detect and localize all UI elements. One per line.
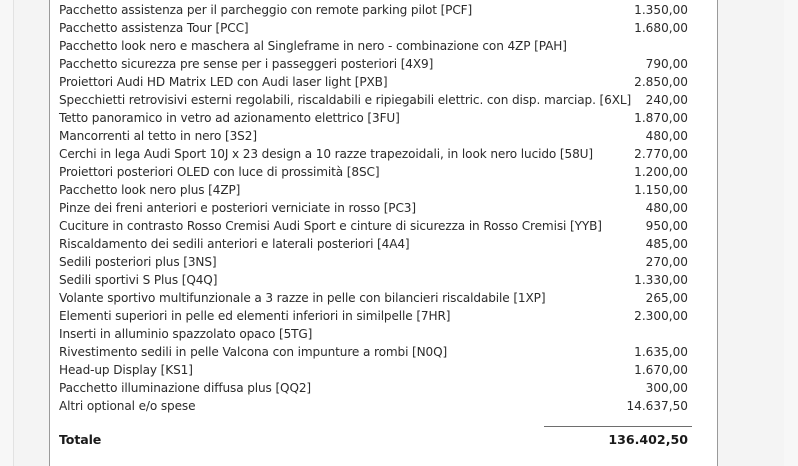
option-price: 480,00 (645, 201, 688, 215)
option-price: 300,00 (645, 381, 688, 395)
table-row (59, 307, 692, 325)
option-price: 1.330,00 (634, 273, 688, 287)
option-description: Tetto panoramico in vetro ad azionamento elettrico [3FU] (59, 111, 400, 125)
option-description: Riscaldamento dei sedili anteriori e laterali posteriori [4A4] (59, 237, 410, 251)
options-table-body (59, 1, 692, 453)
option-description: Sedili sportivi S Plus [Q4Q] (59, 273, 218, 287)
option-description: Pacchetto illuminazione diffusa plus [QQ2] (59, 381, 312, 395)
option-description: Cuciture in contrasto Rosso Cremisi Audi Sport e cinture di sicurezza in Rosso Cremisi [YYB] (59, 219, 602, 233)
table-row (59, 181, 692, 199)
option-description: Volante sportivo multifunzionale a 3 razze in pelle con bilancieri riscaldabile [1XP] (59, 291, 546, 305)
total-row (59, 427, 692, 453)
option-description: Altri optional e/o spese (59, 399, 196, 413)
option-price: 1.635,00 (634, 345, 688, 359)
option-description: Head-up Display [KS1] (59, 363, 193, 377)
page-content-area (50, 0, 717, 466)
option-description: Proiettori Audi HD Matrix LED con Audi laser light [PXB] (59, 75, 388, 89)
option-description: Proiettori posteriori OLED con luce di prossimità [8SC] (59, 165, 380, 179)
table-row (59, 127, 692, 145)
option-price: 1.670,00 (634, 363, 688, 377)
option-price: 480,00 (645, 129, 688, 143)
table-row (59, 217, 692, 235)
option-description: Pinze dei freni anteriori e posteriori verniciate in rosso [PC3] (59, 201, 416, 215)
option-price (540, 325, 692, 343)
option-description: Inserti in alluminio spazzolato opaco [5TG] (59, 327, 313, 341)
table-row (59, 325, 692, 343)
option-price: 485,00 (645, 237, 688, 251)
total-spacer (59, 415, 692, 426)
option-description: Elementi superiori in pelle ed elementi inferiori in similpelle [7HR] (59, 309, 451, 323)
table-row (59, 343, 692, 361)
option-price: 1.680,00 (634, 21, 688, 35)
table-row (59, 73, 692, 91)
table-row (59, 235, 692, 253)
table-row (59, 55, 692, 73)
table-row (59, 1, 692, 19)
table-row (59, 289, 692, 307)
table-row (59, 199, 692, 217)
option-price: 1.150,00 (634, 183, 688, 197)
option-price: 270,00 (645, 255, 688, 269)
option-price: 950,00 (645, 219, 688, 233)
option-description: Cerchi in lega Audi Sport 10J x 23 design a 10 razze trapezoidali, in look nero lucido [58U] (59, 147, 593, 161)
total-label: Totale (59, 432, 102, 447)
table-row (59, 145, 692, 163)
option-price: 1.350,00 (634, 3, 688, 17)
total-spacer-cell (59, 415, 540, 426)
table-row (59, 271, 692, 289)
table-row (59, 91, 692, 109)
option-description: Pacchetto look nero plus [4ZP] (59, 183, 241, 197)
option-description: Rivestimento sedili in pelle Valcona con impunture a rombi [N0Q] (59, 345, 448, 359)
table-row (59, 163, 692, 181)
table-row (59, 19, 692, 37)
option-price: 265,00 (645, 291, 688, 305)
document-page (49, 0, 718, 466)
table-row (59, 253, 692, 271)
option-description: Mancorrenti al tetto in nero [3S2] (59, 129, 257, 143)
table-row (59, 37, 692, 55)
option-description: Pacchetto assistenza per il parcheggio con remote parking pilot [PCF] (59, 3, 473, 17)
table-row (59, 109, 692, 127)
option-price: 1.870,00 (634, 111, 688, 125)
option-price: 2.300,00 (634, 309, 688, 323)
total-amount: 136.402,50 (608, 432, 688, 447)
option-price: 2.850,00 (634, 75, 688, 89)
viewer-gutter-left (0, 0, 14, 466)
option-price: 240,00 (645, 93, 688, 107)
option-description: Specchietti retrovisivi esterni regolabili, riscaldabili e ripiegabili elettric. con disp. marciap. [6XL] (59, 93, 632, 107)
options-price-table (59, 1, 692, 453)
option-price: 2.770,00 (634, 147, 688, 161)
option-description: Pacchetto look nero e maschera al Singleframe in nero - combinazione con 4ZP [PAH] (59, 39, 567, 53)
option-description: Sedili posteriori plus [3NS] (59, 255, 217, 269)
table-row (59, 379, 692, 397)
option-price: 1.200,00 (634, 165, 688, 179)
table-row (59, 397, 692, 415)
option-price: 14.637,50 (626, 399, 688, 413)
total-spacer-cell (540, 415, 692, 426)
option-description: Pacchetto assistenza Tour [PCC] (59, 21, 249, 35)
table-row (59, 361, 692, 379)
viewer-left-edge-line (13, 0, 14, 466)
option-description: Pacchetto sicurezza pre sense per i passeggeri posteriori [4X9] (59, 57, 434, 71)
viewer-gutter-right (784, 0, 798, 466)
option-price: 790,00 (645, 57, 688, 71)
